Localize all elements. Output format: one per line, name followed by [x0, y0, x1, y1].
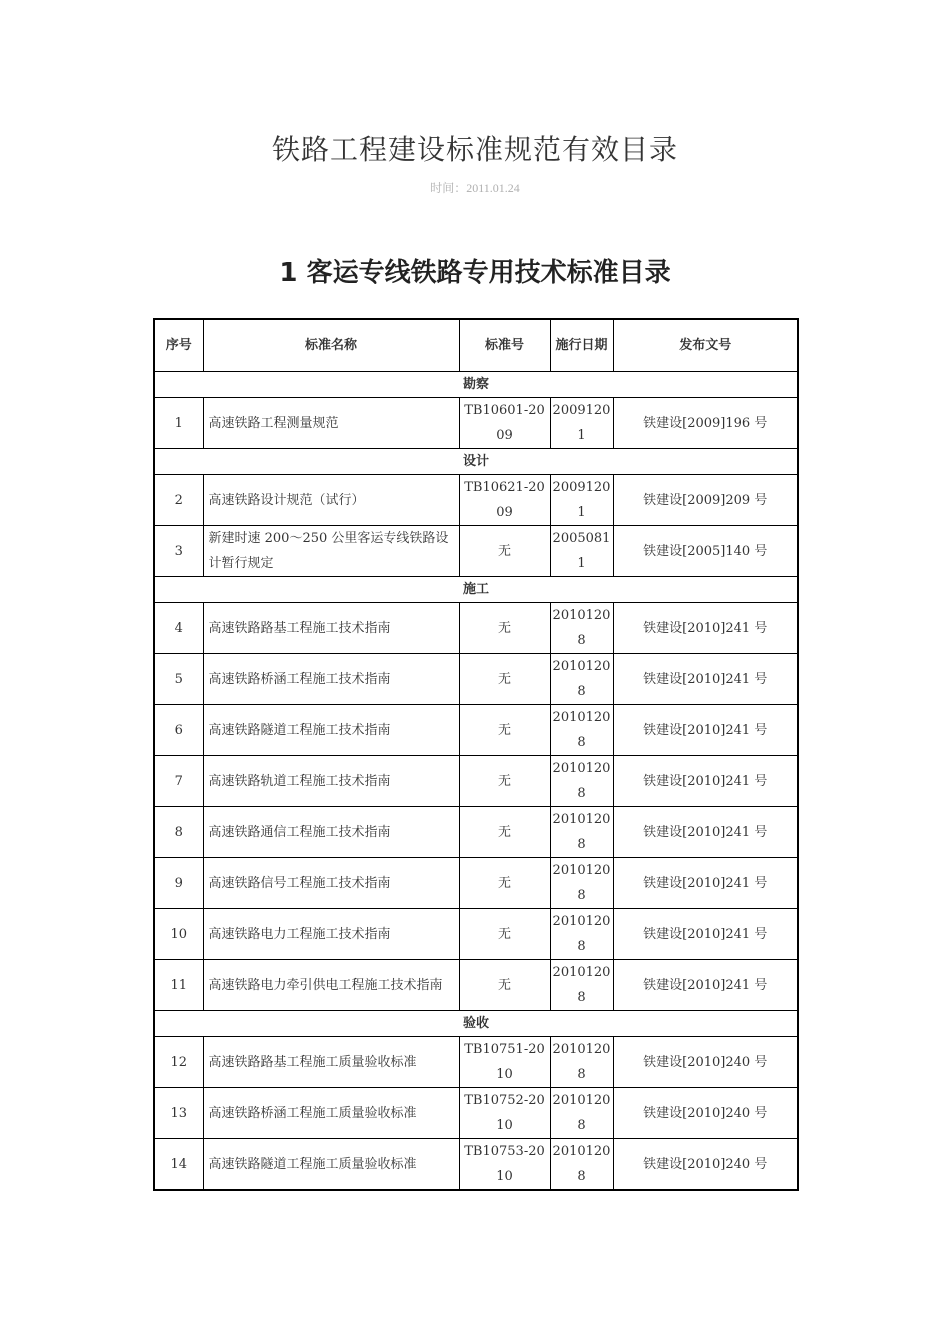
cell-code: 无: [459, 858, 550, 909]
cell-date: 20101208: [550, 705, 613, 756]
cell-doc: 铁建设[2010]240 号: [613, 1037, 798, 1088]
cell-code: TB10751-2010: [459, 1037, 550, 1088]
cell-seq: 3: [154, 526, 203, 577]
cell-name: 高速铁路工程测量规范: [203, 398, 459, 449]
cell-doc: 铁建设[2010]240 号: [613, 1088, 798, 1139]
table-row: [154, 705, 798, 756]
cell-seq: 8: [154, 807, 203, 858]
standards-table-body: [154, 319, 798, 1190]
cell-seq: 5: [154, 654, 203, 705]
cell-name: 高速铁路桥涵工程施工质量验收标准: [203, 1088, 459, 1139]
table-row: [154, 398, 798, 449]
cell-date: 20101208: [550, 858, 613, 909]
cell-code: TB10752-2010: [459, 1088, 550, 1139]
cell-name: 高速铁路通信工程施工技术指南: [203, 807, 459, 858]
cell-date: 20101208: [550, 1139, 613, 1191]
table-row: [154, 1037, 798, 1088]
header-name: 标准名称: [203, 319, 459, 372]
category-row: [154, 372, 798, 398]
cell-date: 20101208: [550, 603, 613, 654]
cell-date: 20091201: [550, 475, 613, 526]
cell-code: 无: [459, 654, 550, 705]
header-seq: 序号: [154, 319, 203, 372]
category-label: 验收: [154, 1011, 798, 1037]
cell-doc: 铁建设[2010]241 号: [613, 756, 798, 807]
document-title: 铁路工程建设标准规范有效目录: [271, 133, 678, 166]
cell-name: 新建时速 200～250 公里客运专线铁路设计暂行规定: [203, 526, 459, 577]
table-row: [154, 475, 798, 526]
category-label: 勘察: [154, 372, 798, 398]
cell-doc: 铁建设[2010]241 号: [613, 705, 798, 756]
cell-doc: 铁建设[2010]240 号: [613, 1139, 798, 1191]
cell-code: 无: [459, 756, 550, 807]
cell-name: 高速铁路桥涵工程施工技术指南: [203, 654, 459, 705]
cell-name: 高速铁路电力牵引供电工程施工技术指南: [203, 960, 459, 1011]
header-doc: 发布文号: [613, 319, 798, 372]
cell-date: 20101208: [550, 807, 613, 858]
cell-seq: 4: [154, 603, 203, 654]
publish-time: 时间：2011.01.24: [430, 181, 520, 195]
cell-seq: 12: [154, 1037, 203, 1088]
cell-date: 20101208: [550, 654, 613, 705]
cell-doc: 铁建设[2010]241 号: [613, 858, 798, 909]
cell-seq: 7: [154, 756, 203, 807]
table-row: [154, 756, 798, 807]
section-title: 1 客运专线铁路专用技术标准目录: [279, 258, 671, 288]
cell-name: 高速铁路路基工程施工质量验收标准: [203, 1037, 459, 1088]
cell-seq: 11: [154, 960, 203, 1011]
cell-date: 20101208: [550, 756, 613, 807]
table-row: [154, 960, 798, 1011]
table-row: [154, 909, 798, 960]
cell-name: 高速铁路隧道工程施工技术指南: [203, 705, 459, 756]
cell-doc: 铁建设[2010]241 号: [613, 807, 798, 858]
cell-date: 20101208: [550, 960, 613, 1011]
cell-seq: 13: [154, 1088, 203, 1139]
category-label: 设计: [154, 449, 798, 475]
cell-seq: 6: [154, 705, 203, 756]
table-row: [154, 526, 798, 577]
cell-doc: 铁建设[2010]241 号: [613, 603, 798, 654]
cell-doc: 铁建设[2009]196 号: [613, 398, 798, 449]
standards-table: [153, 318, 799, 1191]
table-row: [154, 603, 798, 654]
cell-doc: 铁建设[2005]140 号: [613, 526, 798, 577]
cell-date: 20101208: [550, 1088, 613, 1139]
cell-code: 无: [459, 960, 550, 1011]
cell-seq: 10: [154, 909, 203, 960]
cell-name: 高速铁路信号工程施工技术指南: [203, 858, 459, 909]
cell-date: 20091201: [550, 398, 613, 449]
cell-seq: 14: [154, 1139, 203, 1191]
header-date: 施行日期: [550, 319, 613, 372]
cell-doc: 铁建设[2009]209 号: [613, 475, 798, 526]
cell-name: 高速铁路设计规范（试行）: [203, 475, 459, 526]
header-code: 标准号: [459, 319, 550, 372]
category-row: [154, 449, 798, 475]
cell-name: 高速铁路隧道工程施工质量验收标准: [203, 1139, 459, 1191]
cell-code: 无: [459, 705, 550, 756]
category-row: [154, 577, 798, 603]
cell-code: 无: [459, 807, 550, 858]
cell-code: TB10753-2010: [459, 1139, 550, 1191]
cell-name: 高速铁路路基工程施工技术指南: [203, 603, 459, 654]
cell-code: 无: [459, 909, 550, 960]
table-row: [154, 858, 798, 909]
table-row: [154, 1088, 798, 1139]
category-label: 施工: [154, 577, 798, 603]
cell-doc: 铁建设[2010]241 号: [613, 654, 798, 705]
cell-date: 20101208: [550, 909, 613, 960]
cell-seq: 1: [154, 398, 203, 449]
category-row: [154, 1011, 798, 1037]
table-row: [154, 654, 798, 705]
cell-code: 无: [459, 603, 550, 654]
table-row: [154, 807, 798, 858]
cell-seq: 9: [154, 858, 203, 909]
cell-doc: 铁建设[2010]241 号: [613, 960, 798, 1011]
table-row: [154, 1139, 798, 1191]
cell-name: 高速铁路电力工程施工技术指南: [203, 909, 459, 960]
cell-date: 20050811: [550, 526, 613, 577]
cell-date: 20101208: [550, 1037, 613, 1088]
table-header-row: [154, 319, 798, 372]
cell-code: 无: [459, 526, 550, 577]
cell-doc: 铁建设[2010]241 号: [613, 909, 798, 960]
cell-seq: 2: [154, 475, 203, 526]
cell-code: TB10621-2009: [459, 475, 550, 526]
cell-code: TB10601-2009: [459, 398, 550, 449]
cell-name: 高速铁路轨道工程施工技术指南: [203, 756, 459, 807]
